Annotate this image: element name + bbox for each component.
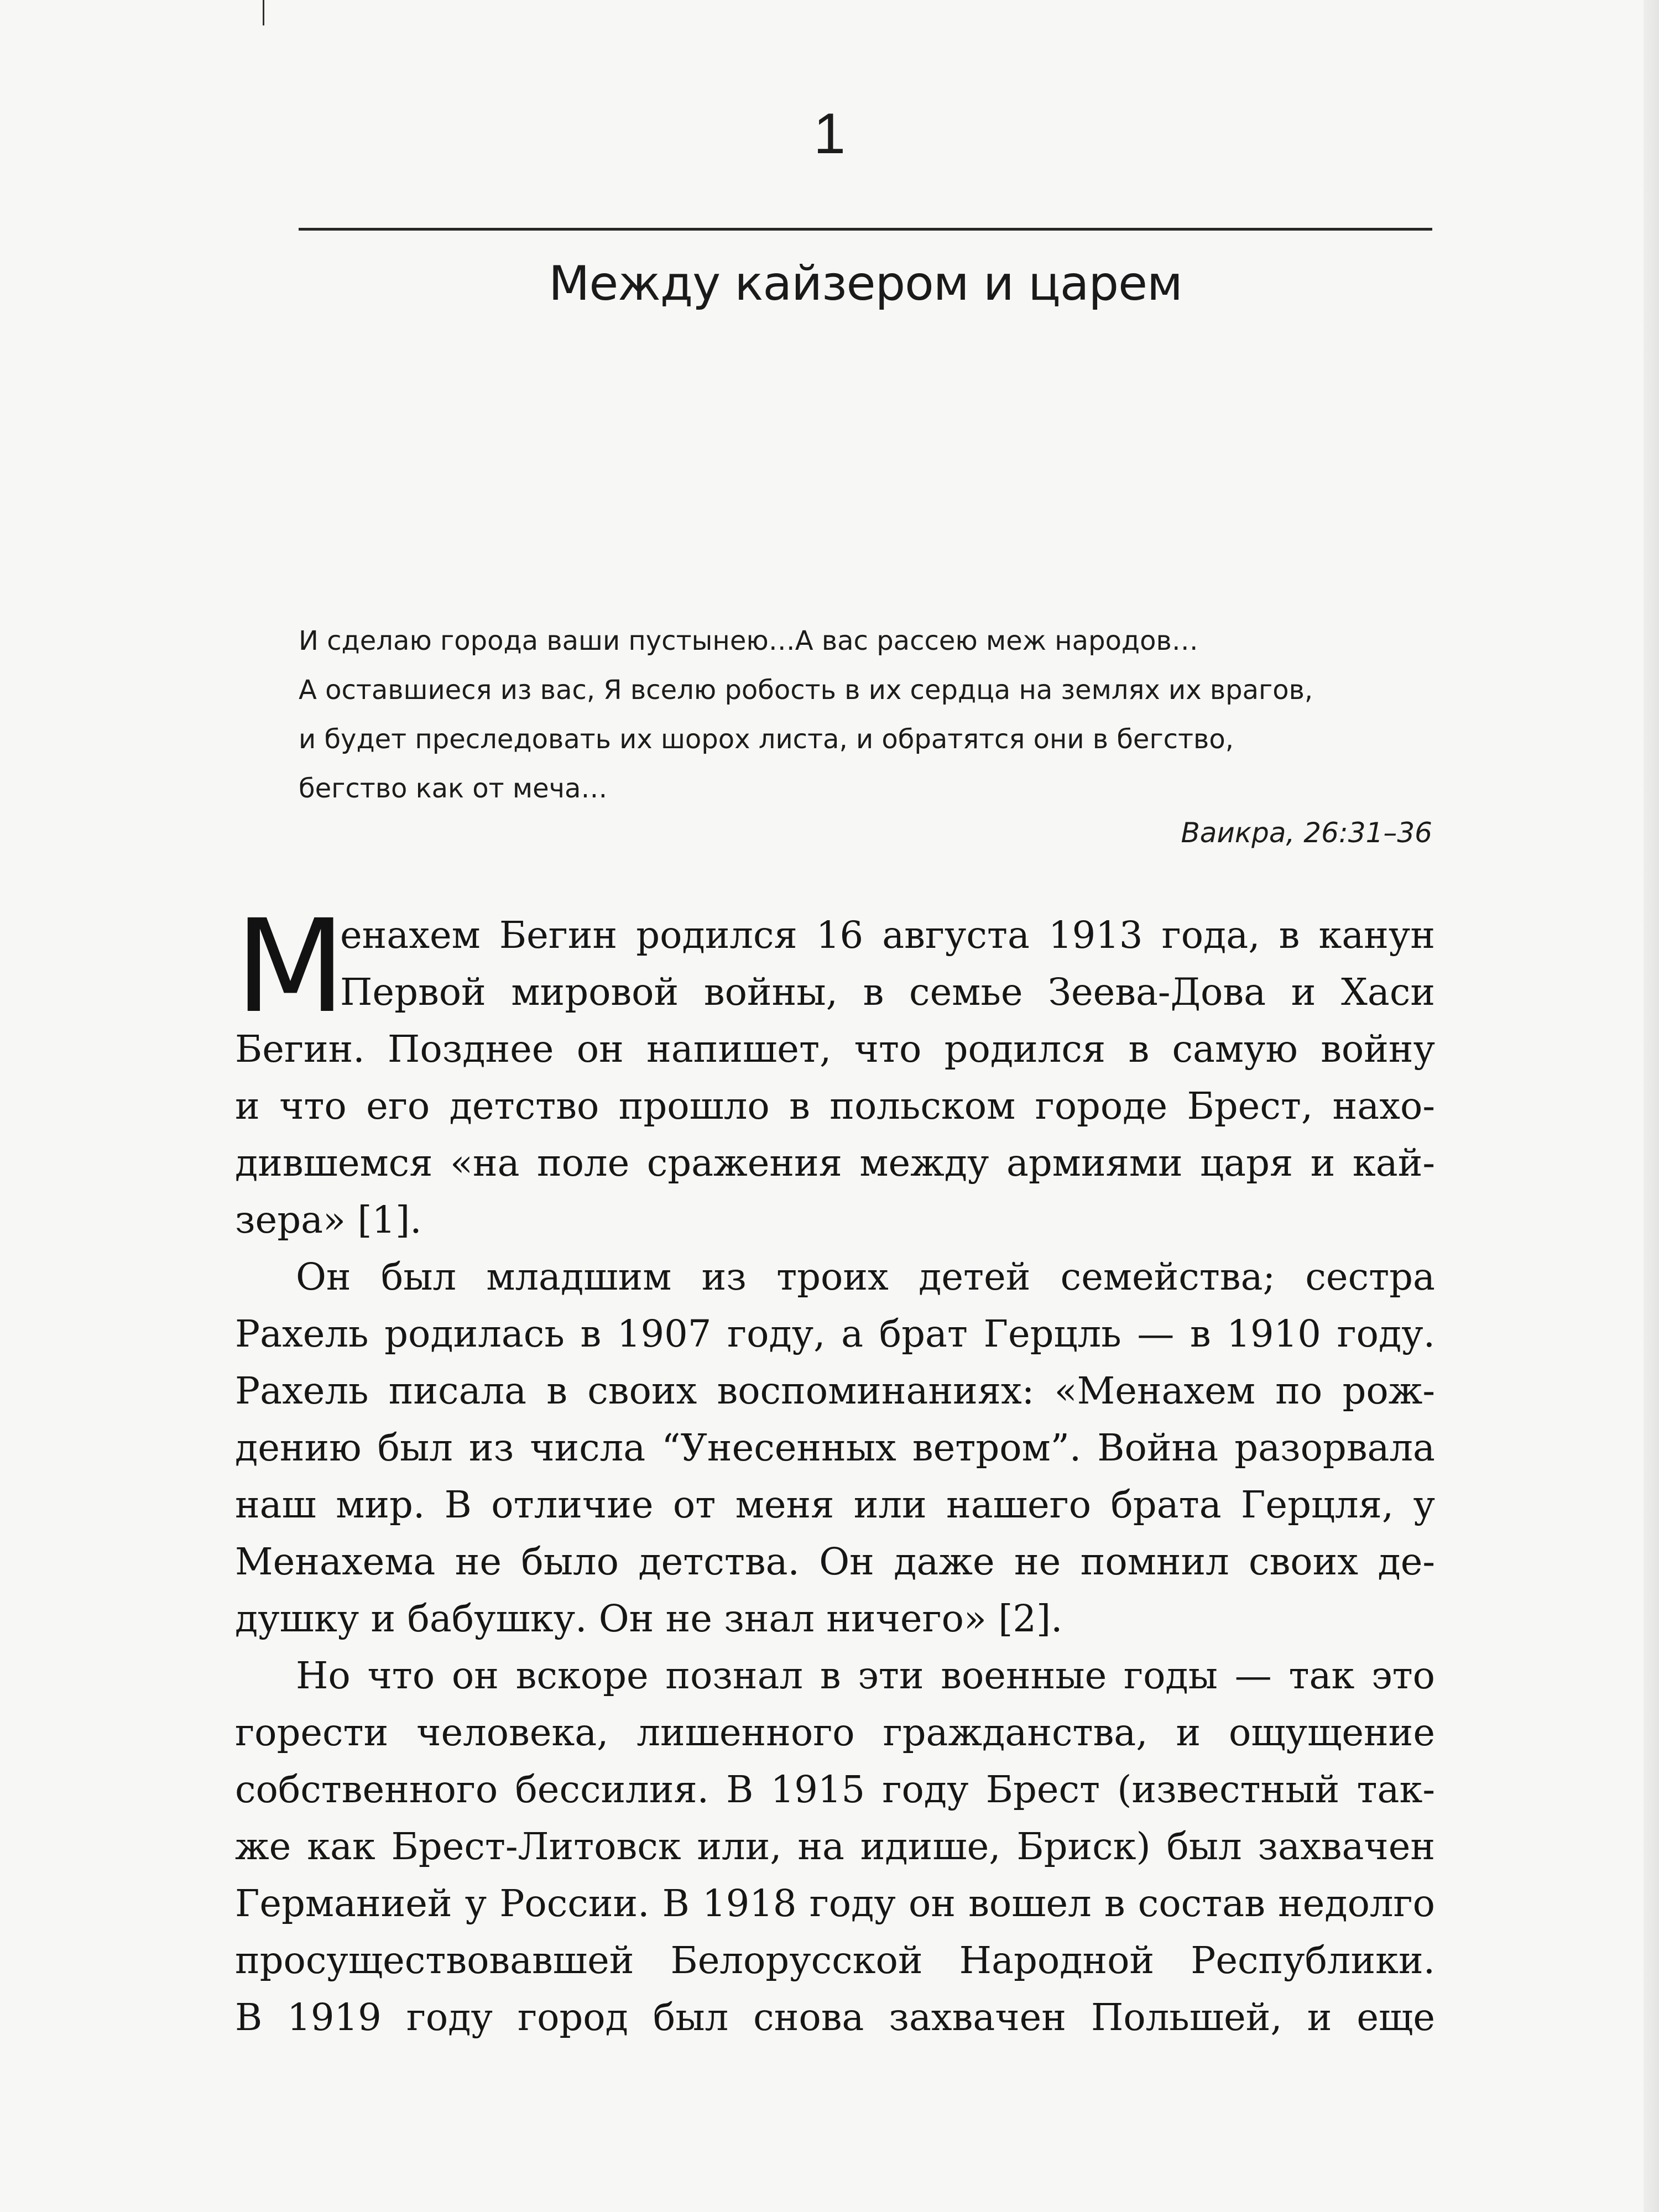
body-line-text: и что его детство прошло в польском городе Брест, нахо-	[235, 1084, 1435, 1128]
body-line	[235, 1192, 1435, 1249]
body-line-text: наш мир. В отличие от меня или нашего брата Герцля, у	[235, 1483, 1435, 1526]
body-line-text: енахем Бегин родился 16 августа 1913 года, в канун	[340, 914, 1435, 957]
body-line-text: Он был младшим из троих детей семейства; сестра	[296, 1255, 1435, 1298]
body-line	[235, 1932, 1435, 1989]
body-line	[235, 1761, 1435, 1818]
epigraph	[299, 617, 1432, 852]
body-line-text: Рахель писала в своих воспоминаниях: «Менахем по рож-	[235, 1369, 1435, 1412]
body-line-text: дению был из числа “Унесенных ветром”. Война разорвала	[235, 1426, 1435, 1469]
body-line	[235, 1078, 1435, 1135]
chapter-title: Между кайзером и царем	[549, 256, 1182, 311]
chapter-number: 1	[813, 102, 846, 166]
body-line-text: Но что он вскоре познал в эти военные годы — так это	[296, 1654, 1435, 1697]
crop-mark	[263, 0, 264, 25]
body-line	[235, 1420, 1435, 1477]
body-line-text: В 1919 году город был снова захвачен Польшей, и еще	[235, 1996, 1435, 2039]
body-line	[235, 1989, 1435, 2046]
body-line	[235, 1135, 1435, 1192]
body-line-text: Бегин. Позднее он напишет, что родился в самую войну	[235, 1027, 1435, 1071]
body-line-text: дившемся «на поле сражения между армиями царя и кай-	[235, 1141, 1435, 1185]
drop-cap: М	[235, 892, 346, 1041]
body-line	[235, 964, 1435, 1021]
body-line	[235, 907, 1435, 964]
body-line-text: зера» [1].	[235, 1198, 422, 1241]
body-line	[235, 1363, 1435, 1420]
body-line-text: горести человека, лишенного гражданства, и ощущение	[235, 1711, 1435, 1754]
page-edge	[1644, 0, 1659, 2212]
epigraph-line: А оставшиеся из вас, Я вселю робость в их сердца на землях их врагов,	[299, 675, 1313, 706]
body-line	[235, 1647, 1435, 1704]
body-line-text: Рахель родилась в 1907 году, а брат Герцль — в 1910 году.	[235, 1312, 1435, 1355]
body-line-text: Германией у России. В 1918 году он вошел в состав недолго	[235, 1882, 1435, 1925]
epigraph-line: и будет преследовать их шорох листа, и обратятся они в бегство,	[299, 724, 1234, 755]
body-line	[235, 1704, 1435, 1761]
epigraph-source: Ваикра, 26:31–36	[1181, 817, 1432, 849]
body-line	[235, 1818, 1435, 1875]
body-line-text: Менахема не было детства. Он даже не помнил своих де-	[235, 1540, 1435, 1583]
body-line	[235, 1533, 1435, 1590]
body-line	[235, 1249, 1435, 1306]
body-line-text: Первой мировой войны, в семье Зеева-Дова и Хаси	[340, 971, 1435, 1014]
body-line-text: собственного бессилия. В 1915 году Брест (известный так-	[235, 1768, 1435, 1811]
body-line-text: просуществовавшей Белорусской Народной Республики.	[235, 1939, 1435, 1982]
body-line	[235, 1021, 1435, 1078]
body-line-text: же как Брест-Литовск или, на идише, Бриск) был захвачен	[235, 1825, 1435, 1868]
body-line-text: душку и бабушку. Он не знал ничего» [2].	[235, 1597, 1063, 1640]
body-line	[235, 1590, 1435, 1647]
body-text	[235, 892, 1435, 2046]
body-line	[235, 1306, 1435, 1363]
chapter-rule	[299, 228, 1432, 231]
epigraph-line: И сделаю города ваши пустынею…А вас рассею меж народов…	[299, 625, 1198, 656]
epigraph-line: бегство как от меча…	[299, 773, 608, 804]
body-line	[235, 1875, 1435, 1932]
body-line	[235, 1477, 1435, 1533]
